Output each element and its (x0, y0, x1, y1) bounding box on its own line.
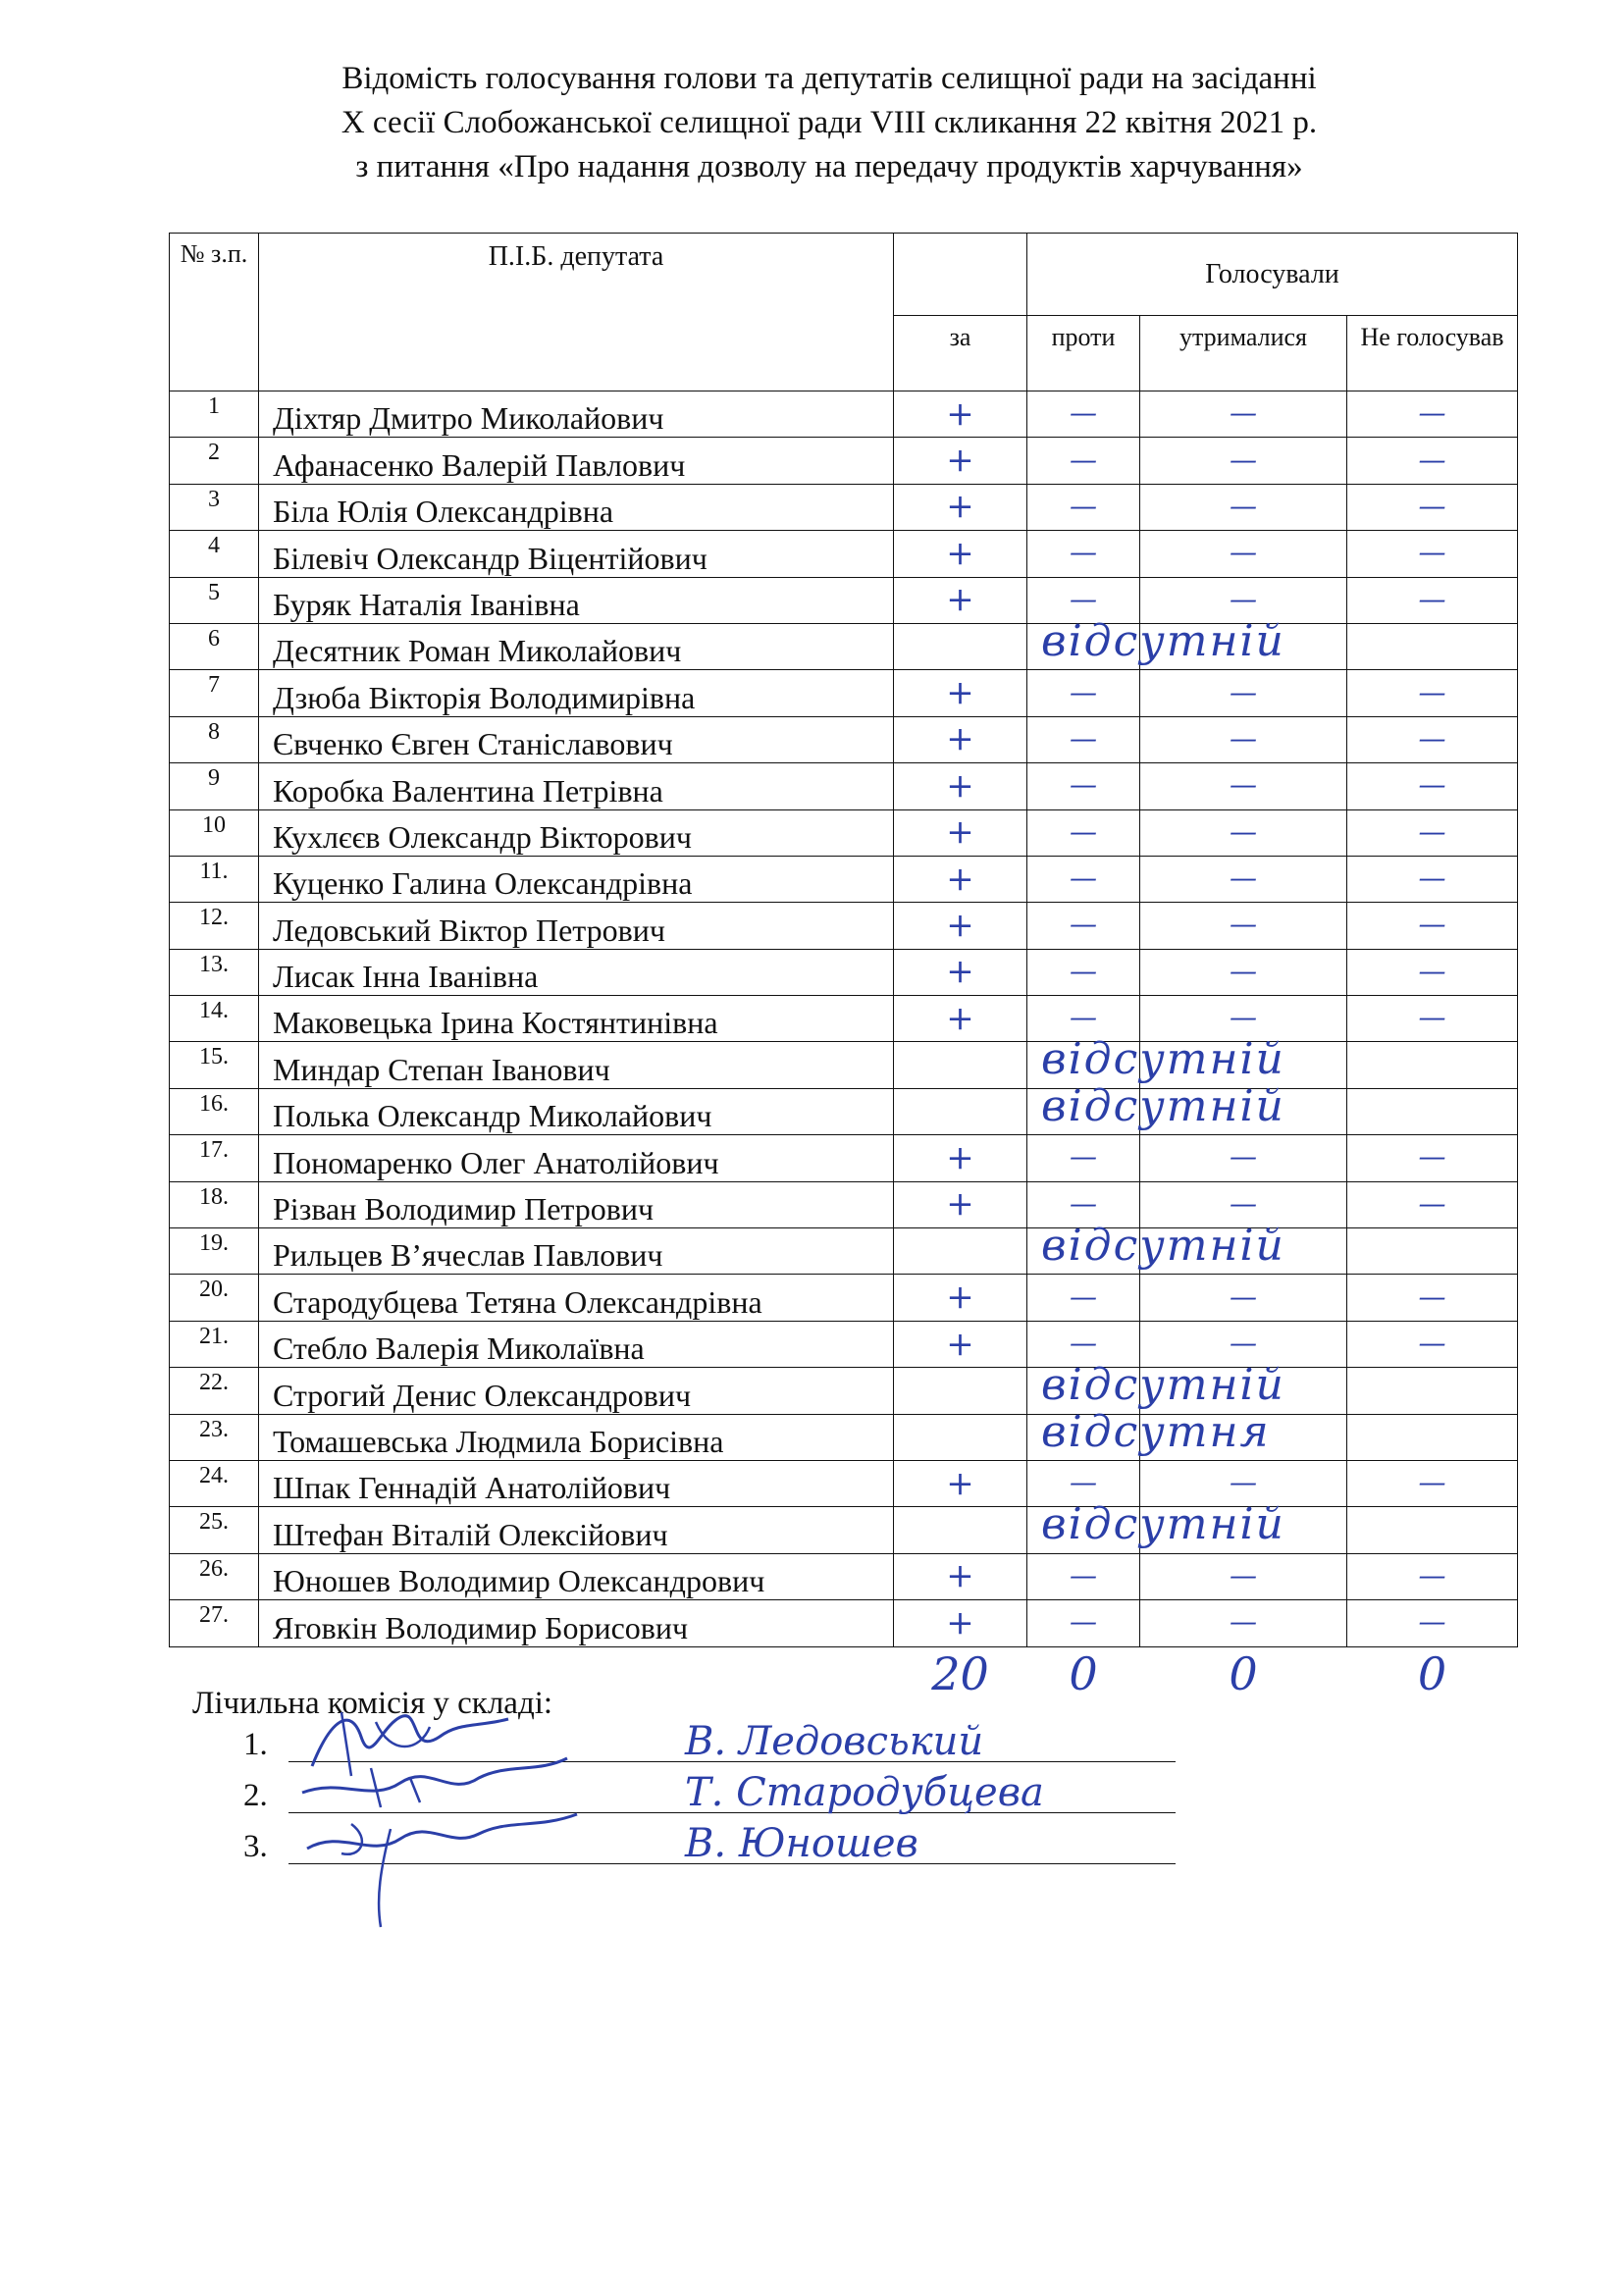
vote-cell-against (1027, 1080, 1285, 1134)
handwritten-dash-mark: — (1070, 721, 1097, 755)
table-row (170, 531, 1518, 577)
handwritten-dash-mark: — (1230, 1279, 1257, 1313)
table-row (170, 809, 1518, 856)
header-name: П.І.Б. депутата (259, 234, 894, 391)
handwritten-dash-mark: — (1418, 1558, 1446, 1591)
vote-cell-abstained (1140, 809, 1347, 856)
deputy-name: Дзюба Вікторія Володимирівна (259, 670, 894, 716)
handwritten-dash-mark: — (1418, 443, 1446, 476)
handwritten-dash-mark: — (1418, 582, 1446, 615)
deputy-name: Миндар Степан Іванович (259, 1042, 894, 1088)
handwritten-dash-mark: — (1230, 1466, 1257, 1499)
vote-cell-not-voted (1347, 949, 1518, 995)
handwritten-plus-mark: + (946, 533, 974, 573)
commission-member-3 (243, 1821, 1176, 1868)
table-row (170, 391, 1518, 438)
vote-cell-abstained (1140, 623, 1347, 669)
handwritten-dash-mark: — (1070, 1558, 1097, 1591)
handwritten-dash-mark: — (1230, 768, 1257, 802)
vote-cell-not-voted (1347, 1088, 1518, 1134)
row-number: 7 (170, 670, 259, 716)
vote-cell-not-voted (1347, 1228, 1518, 1275)
vote-cell-not-voted (1347, 716, 1518, 762)
deputy-name: Білевіч Олександр Віцентійович (259, 531, 894, 577)
vote-cell-against (1027, 1221, 1285, 1275)
handwritten-plus-mark: + (946, 859, 974, 899)
handwritten-dash-mark: — (1230, 582, 1257, 615)
header-abstained: утрималися (1140, 316, 1347, 391)
table-row (170, 1042, 1518, 1088)
table-row (170, 577, 1518, 623)
table-row (170, 1414, 1518, 1460)
deputy-name: Юношев Володимир Олександрович (259, 1553, 894, 1599)
table-row (170, 1181, 1518, 1227)
vote-cell-against (1027, 716, 1140, 762)
handwritten-dash-mark: — (1418, 721, 1446, 755)
deputy-name: Маковецька Ірина Костянтинівна (259, 996, 894, 1042)
handwritten-dash-mark: — (1418, 1327, 1446, 1359)
handwritten-dash-mark: — (1418, 1605, 1446, 1639)
handwritten-dash-mark: — (1070, 443, 1097, 476)
handwritten-absent-note: відсутній (1041, 1080, 1285, 1131)
handwritten-dash-mark: — (1230, 1605, 1257, 1639)
table-row (170, 438, 1518, 484)
handwritten-dash-mark: — (1418, 1001, 1446, 1034)
vote-cell-against (1027, 856, 1140, 902)
handwritten-dash-mark: — (1418, 1186, 1446, 1220)
handwritten-dash-mark: — (1070, 1327, 1097, 1359)
table-row (170, 1460, 1518, 1506)
vote-cell-abstained (1140, 1135, 1347, 1181)
handwritten-dash-mark: — (1070, 768, 1097, 802)
vote-cell-not-voted (1347, 1553, 1518, 1599)
handwritten-plus-mark: + (946, 673, 974, 713)
vote-cell-for (894, 1088, 1027, 1134)
handwritten-dash-mark: — (1230, 1001, 1257, 1034)
handwritten-dash-mark: — (1418, 954, 1446, 987)
handwritten-plus-mark: + (946, 580, 974, 620)
handwritten-dash-mark: — (1070, 675, 1097, 708)
vote-cell-abstained (1140, 1088, 1347, 1134)
total-abstained: 0 (1229, 1646, 1258, 1700)
vote-cell-not-voted (1347, 438, 1518, 484)
vote-cell-abstained (1140, 763, 1347, 809)
title-line-3: з питання «Про надання дозволу на передачу продуктів харчування» (355, 149, 1303, 184)
row-number: 27. (170, 1600, 259, 1646)
handwritten-plus-mark: + (946, 812, 974, 853)
deputy-name: Штефан Віталій Олексійович (259, 1507, 894, 1553)
vote-cell-not-voted (1347, 670, 1518, 716)
row-number: 19. (170, 1228, 259, 1275)
vote-cell-for (894, 1368, 1027, 1414)
title-line-1: Відомість голосування голови та депутатів селищної ради на засіданні (341, 61, 1317, 96)
deputy-name: Шпак Геннадій Анатолійович (259, 1460, 894, 1506)
table-row (170, 763, 1518, 809)
row-number: 26. (170, 1553, 259, 1599)
vote-cell-for (894, 438, 1027, 484)
total-against: 0 (1069, 1646, 1098, 1700)
row-number: 18. (170, 1181, 259, 1227)
vote-cell-for (894, 996, 1027, 1042)
member-number: 3. (243, 1829, 268, 1864)
vote-cell-abstained (1140, 1600, 1347, 1646)
vote-cell-abstained (1140, 438, 1347, 484)
vote-cell-against (1027, 670, 1140, 716)
row-number: 15. (170, 1042, 259, 1088)
vote-cell-for (894, 1553, 1027, 1599)
vote-cell-against (1027, 1406, 1271, 1460)
vote-cell-not-voted (1347, 1135, 1518, 1181)
row-number: 20. (170, 1275, 259, 1321)
vote-cell-for (894, 484, 1027, 530)
row-number: 23. (170, 1414, 259, 1460)
handwritten-dash-mark: — (1418, 1140, 1446, 1174)
deputy-name: Полька Олександр Миколайович (259, 1088, 894, 1134)
handwritten-plus-mark: + (946, 905, 974, 945)
member-name: В. Юношев (685, 1821, 918, 1866)
handwritten-plus-mark: + (946, 719, 974, 759)
vote-cell-for (894, 1181, 1027, 1227)
deputy-name: Буряк Наталія Іванівна (259, 577, 894, 623)
table-row (170, 484, 1518, 530)
deputy-name: Євченко Євген Станіславович (259, 716, 894, 762)
total-not-voted: 0 (1417, 1646, 1447, 1700)
member-number: 2. (243, 1778, 268, 1813)
handwritten-dash-mark: — (1070, 1186, 1097, 1220)
table-row (170, 716, 1518, 762)
row-number: 2 (170, 438, 259, 484)
vote-cell-not-voted (1347, 996, 1518, 1042)
table-row (170, 949, 1518, 995)
vote-cell-for (894, 1414, 1027, 1460)
handwritten-dash-mark: — (1230, 536, 1257, 569)
vote-cell-for (894, 716, 1027, 762)
handwritten-plus-mark: + (946, 1556, 974, 1596)
vote-cell-abstained (1140, 484, 1347, 530)
deputy-name: Строгий Денис Олександрович (259, 1368, 894, 1414)
handwritten-plus-mark: + (946, 765, 974, 806)
vote-cell-for (894, 1042, 1027, 1088)
vote-cell-abstained (1140, 856, 1347, 902)
vote-cell-for (894, 1600, 1027, 1646)
row-number: 10 (170, 809, 259, 856)
row-number: 6 (170, 623, 259, 669)
handwritten-dash-mark: — (1230, 908, 1257, 941)
voting-table-body (170, 391, 1518, 1647)
vote-cell-for (894, 577, 1027, 623)
row-number: 14. (170, 996, 259, 1042)
deputy-name: Коробка Валентина Петрівна (259, 763, 894, 809)
vote-cell-for (894, 856, 1027, 902)
vote-cell-against (1027, 763, 1140, 809)
row-number: 3 (170, 484, 259, 530)
table-row (170, 1135, 1518, 1181)
handwritten-dash-mark: — (1418, 814, 1446, 848)
handwritten-dash-mark: — (1070, 861, 1097, 895)
vote-cell-abstained (1140, 1228, 1347, 1275)
title-line-2: X сесії Слобожанської селищної ради VIII скликання 22 квітня 2021 р. (341, 105, 1318, 140)
deputy-name: Куценко Галина Олександрівна (259, 856, 894, 902)
vote-cell-for (894, 1460, 1027, 1506)
vote-cell-for (894, 531, 1027, 577)
handwritten-dash-mark: — (1070, 1605, 1097, 1639)
vote-cell-against (1027, 809, 1140, 856)
vote-cell-against (1027, 391, 1140, 438)
handwritten-dash-mark: — (1230, 1140, 1257, 1174)
table-row (170, 1553, 1518, 1599)
vote-cell-not-voted (1347, 903, 1518, 949)
vote-cell-for (894, 1321, 1027, 1367)
handwritten-absent-note: відсутній (1041, 615, 1285, 666)
vote-cell-for (894, 1135, 1027, 1181)
handwritten-dash-mark: — (1070, 1001, 1097, 1034)
handwritten-dash-mark: — (1070, 954, 1097, 987)
handwritten-dash-mark: — (1070, 536, 1097, 569)
handwritten-dash-mark: — (1070, 489, 1097, 522)
row-number: 11. (170, 856, 259, 902)
vote-cell-not-voted (1347, 1368, 1518, 1414)
table-row (170, 1088, 1518, 1134)
vote-cell-not-voted (1347, 577, 1518, 623)
handwritten-dash-mark: — (1230, 675, 1257, 708)
header-voted: Голосували (1027, 234, 1518, 316)
vote-cell-not-voted (1347, 484, 1518, 530)
table-row (170, 996, 1518, 1042)
vote-cell-abstained (1140, 716, 1347, 762)
vote-cell-not-voted (1347, 763, 1518, 809)
row-number: 21. (170, 1321, 259, 1367)
handwritten-dash-mark: — (1070, 1279, 1097, 1313)
vote-cell-for (894, 1507, 1027, 1553)
table-row (170, 1228, 1518, 1275)
handwritten-dash-mark: — (1070, 908, 1097, 941)
handwritten-dash-mark: — (1070, 1140, 1097, 1174)
vote-cell-not-voted (1347, 531, 1518, 577)
row-number: 16. (170, 1088, 259, 1134)
vote-cell-not-voted (1347, 1042, 1518, 1088)
header-number: № з.п. (170, 234, 259, 391)
member-name: В. Ледовський (685, 1719, 984, 1764)
deputy-name: Лисак Інна Іванівна (259, 949, 894, 995)
handwritten-dash-mark: — (1418, 1466, 1446, 1499)
handwritten-dash-mark: — (1418, 768, 1446, 802)
handwritten-plus-mark: + (946, 393, 974, 434)
vote-cell-not-voted (1347, 1600, 1518, 1646)
vote-cell-abstained (1140, 1275, 1347, 1321)
member-name: Т. Стародубцева (685, 1770, 1044, 1815)
vote-cell-for (894, 903, 1027, 949)
deputy-name: Томашевська Людмила Борисівна (259, 1414, 894, 1460)
deputy-name: Пономаренко Олег Анатолійович (259, 1135, 894, 1181)
vote-cell-abstained (1140, 1414, 1347, 1460)
deputy-name: Яговкін Володимир Борисович (259, 1600, 894, 1646)
deputy-name: Афанасенко Валерій Павлович (259, 438, 894, 484)
handwritten-dash-mark: — (1070, 814, 1097, 848)
row-number: 17. (170, 1135, 259, 1181)
handwritten-dash-mark: — (1230, 721, 1257, 755)
table-row (170, 623, 1518, 669)
deputy-name: Біла Юлія Олександрівна (259, 484, 894, 530)
deputy-name: Кухлєєв Олександр Вікторович (259, 809, 894, 856)
vote-cell-for (894, 949, 1027, 995)
member-number: 1. (243, 1727, 268, 1762)
handwritten-plus-mark: + (946, 952, 974, 992)
handwritten-dash-mark: — (1230, 861, 1257, 895)
row-number: 5 (170, 577, 259, 623)
handwritten-dash-mark: — (1230, 1558, 1257, 1591)
handwritten-absent-note: відсутній (1041, 1221, 1285, 1272)
vote-cell-against (1027, 949, 1140, 995)
document-title (177, 57, 1482, 189)
handwritten-dash-mark: — (1230, 443, 1257, 476)
vote-cell-for (894, 623, 1027, 669)
handwritten-plus-mark: + (946, 1602, 974, 1643)
vote-cell-abstained (1140, 949, 1347, 995)
handwritten-dash-mark: — (1070, 582, 1097, 615)
commission-label: Лічильна комісія у складі: (192, 1686, 553, 1721)
handwritten-dash-mark: — (1230, 396, 1257, 430)
vote-cell-for (894, 809, 1027, 856)
handwritten-dash-mark: — (1418, 675, 1446, 708)
table-row (170, 670, 1518, 716)
table-row (170, 1507, 1518, 1553)
signature-scrawl (283, 1799, 597, 1937)
vote-cell-against (1027, 615, 1285, 669)
deputy-name: Різван Володимир Петрович (259, 1181, 894, 1227)
handwritten-dash-mark: — (1418, 861, 1446, 895)
header-against: проти (1027, 316, 1140, 391)
handwritten-plus-mark: + (946, 998, 974, 1038)
handwritten-dash-mark: — (1230, 1327, 1257, 1359)
vote-cell-against (1027, 1135, 1140, 1181)
total-for: 20 (931, 1646, 989, 1700)
vote-cell-against (1027, 1499, 1285, 1553)
handwritten-absent-note: відсутній (1041, 1499, 1285, 1550)
vote-cell-abstained (1140, 1553, 1347, 1599)
handwritten-absent-note: відсутній (1041, 1034, 1285, 1085)
vote-cell-not-voted (1347, 1507, 1518, 1553)
deputy-name: Стебло Валерія Миколаївна (259, 1321, 894, 1367)
row-number: 25. (170, 1507, 259, 1553)
vote-cell-abstained (1140, 903, 1347, 949)
row-number: 13. (170, 949, 259, 995)
vote-cell-against (1027, 484, 1140, 530)
handwritten-dash-mark: — (1418, 1279, 1446, 1313)
handwritten-plus-mark: + (946, 1184, 974, 1225)
table-row (170, 1600, 1518, 1646)
handwritten-dash-mark: — (1418, 908, 1446, 941)
header-for: за (894, 316, 1027, 391)
handwritten-absent-note: відсутній (1041, 1360, 1285, 1411)
vote-cell-not-voted (1347, 1414, 1518, 1460)
vote-cell-not-voted (1347, 1181, 1518, 1227)
vote-cell-not-voted (1347, 809, 1518, 856)
vote-cell-abstained (1140, 670, 1347, 716)
vote-cell-for (894, 1228, 1027, 1275)
row-number: 12. (170, 903, 259, 949)
vote-cell-abstained (1140, 1507, 1347, 1553)
handwritten-absent-note: відсутня (1041, 1406, 1271, 1457)
handwritten-dash-mark: — (1230, 814, 1257, 848)
vote-cell-not-voted (1347, 623, 1518, 669)
table-row (170, 1275, 1518, 1321)
header-not-voted: Не голосував (1347, 316, 1518, 391)
handwritten-plus-mark: + (946, 487, 974, 527)
vote-cell-not-voted (1347, 391, 1518, 438)
handwritten-dash-mark: — (1070, 396, 1097, 430)
vote-cell-not-voted (1347, 1275, 1518, 1321)
handwritten-dash-mark: — (1418, 536, 1446, 569)
table-row (170, 856, 1518, 902)
vote-cell-abstained (1140, 391, 1347, 438)
vote-cell-for (894, 670, 1027, 716)
handwritten-plus-mark: + (946, 1463, 974, 1503)
vote-cell-against (1027, 1553, 1140, 1599)
table-row (170, 1321, 1518, 1367)
deputy-name: Рильцев В’ячеслав Павлович (259, 1228, 894, 1275)
handwritten-dash-mark: — (1070, 1466, 1097, 1499)
handwritten-plus-mark: + (946, 441, 974, 481)
table-row (170, 1368, 1518, 1414)
vote-cell-not-voted (1347, 1460, 1518, 1506)
vote-cell-against (1027, 531, 1140, 577)
deputy-name: Стародубцева Тетяна Олександрівна (259, 1275, 894, 1321)
handwritten-dash-mark: — (1230, 954, 1257, 987)
row-number: 4 (170, 531, 259, 577)
handwritten-dash-mark: — (1418, 489, 1446, 522)
deputy-name: Десятник Роман Миколайович (259, 623, 894, 669)
handwritten-plus-mark: + (946, 1324, 974, 1364)
row-number: 8 (170, 716, 259, 762)
vote-cell-for (894, 391, 1027, 438)
row-number: 24. (170, 1460, 259, 1506)
vote-cell-for (894, 763, 1027, 809)
vote-cell-not-voted (1347, 1321, 1518, 1367)
deputy-name: Ледовський Віктор Петрович (259, 903, 894, 949)
handwritten-plus-mark: + (946, 1278, 974, 1318)
vote-cell-against (1027, 1275, 1140, 1321)
vote-cell-against (1027, 438, 1140, 484)
row-number: 9 (170, 763, 259, 809)
vote-cell-against (1027, 903, 1140, 949)
table-row (170, 903, 1518, 949)
header-voted-spacer (894, 234, 1027, 316)
handwritten-dash-mark: — (1230, 1186, 1257, 1220)
deputy-name: Діхтяр Дмитро Миколайович (259, 391, 894, 438)
row-number: 22. (170, 1368, 259, 1414)
handwritten-plus-mark: + (946, 1137, 974, 1177)
handwritten-dash-mark: — (1230, 489, 1257, 522)
vote-cell-for (894, 1275, 1027, 1321)
vote-cell-abstained (1140, 531, 1347, 577)
voting-table (169, 233, 1518, 1700)
vote-cell-not-voted (1347, 856, 1518, 902)
row-number: 1 (170, 391, 259, 438)
handwritten-dash-mark: — (1418, 396, 1446, 430)
vote-cell-against (1027, 1600, 1140, 1646)
